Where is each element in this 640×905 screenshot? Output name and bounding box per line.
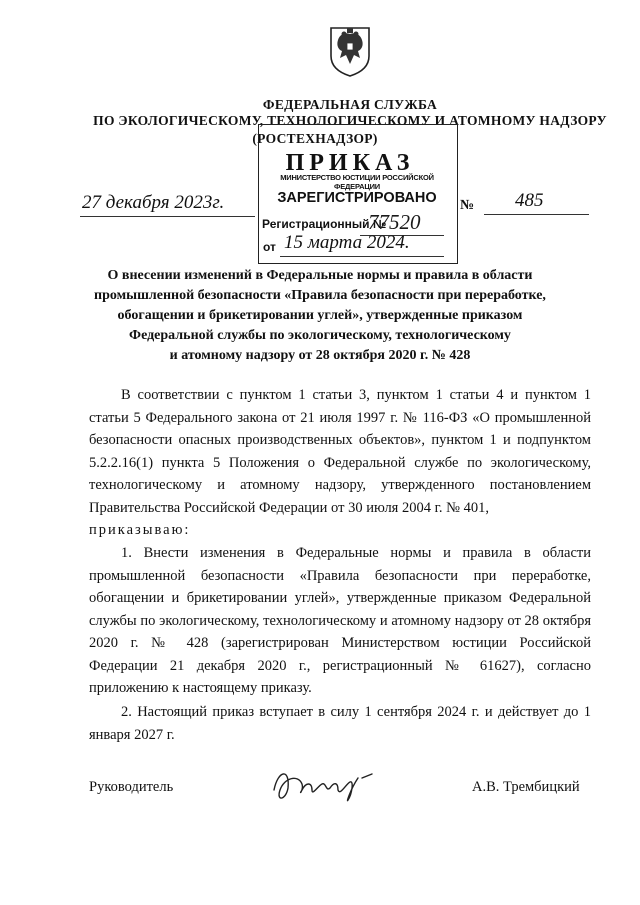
title-line: обогащении и брикетировании углей», утвержденные приказом	[117, 308, 523, 323]
agency-short-name: (РОСТЕХНАДЗОР)	[252, 131, 378, 146]
document-type: ПРИКАЗ	[285, 150, 415, 176]
item-2-text: 2. Настоящий приказ вступает в силу 1 сентября 2024 г. и действует до 1 января 2027 г.	[89, 704, 591, 743]
document-title	[60, 266, 580, 366]
preamble-paragraph	[89, 384, 591, 542]
agency-name-line1: ФЕДЕРАЛЬНАЯ СЛУЖБА	[262, 97, 438, 112]
item-1-paragraph	[89, 542, 591, 700]
agency-name-line2: ПО ЭКОЛОГИЧЕСКОМУ, ТЕХНОЛОГИЧЕСКОМУ И АТОМНОМУ НАДЗОРУ	[93, 113, 607, 128]
order-date-underline	[80, 216, 255, 217]
handwritten-signature	[268, 760, 378, 810]
stamp-ministry: МИНИСТЕРСТВО ЮСТИЦИИ РОССИЙСКОЙ ФЕДЕРАЦИИ	[280, 173, 434, 191]
stamp-reg-number: 77520	[368, 210, 421, 234]
signatory-role: Руководитель	[89, 779, 174, 795]
order-number: 485	[515, 190, 544, 211]
order-word: приказываю:	[89, 522, 191, 538]
stamp-reg-date: 15 марта 2024.	[284, 232, 410, 253]
item-2-paragraph	[89, 701, 591, 746]
signatory-name: А.В. Трембицкий	[472, 779, 580, 795]
stamp-registered: ЗАРЕГИСТРИРОВАНО	[277, 190, 437, 206]
order-number-sign: №	[460, 198, 475, 213]
title-line: Федеральной службы по экологическому, технологическому	[129, 328, 511, 343]
order-date: 27 декабря 2023г.	[82, 192, 225, 213]
title-line: и атомному надзору от 28 октября 2020 г. № 428	[169, 348, 471, 363]
reg-date-underline	[280, 256, 444, 257]
preamble-text: В соответствии с пунктом 1 статьи 3, пунктом 1 статьи 4 и пунктом 1 статьи 5 Федерального закона от 21 июля 1997 г. № 116-ФЗ «О промышленной безопасности опасных производственных объектов», пунктом 1 и подпунктом 5.2.2.16(1) пункта 5 Положения о Федеральной службе по экологическому, технологическому и атомному надзору, утвержденного постановлением Правительства Российской Федерации от 30 июля 2004 г. № 401,	[89, 387, 591, 516]
item-1-text: 1. Внести изменения в Федеральные нормы и правила в области промышленной безопасности «Правила безопасности при переработке, обогащении и брикетировании углей», утвержденные приказом Федеральной службы по экологическому, технологическому и атомному надзору от 28 октября 2020 г. № 428 (зарегистрирован Министерством юстиции Российской Федерации 21 декабря 2020 г., регистрационный № 61627), согласно приложению к настоящему приказу.	[89, 545, 591, 696]
stamp-ot-label: от	[263, 240, 276, 254]
title-line: О внесении изменений в Федеральные нормы и правила в области	[107, 268, 533, 283]
stamp-reg-label: Регистрационный №	[262, 217, 387, 231]
order-number-underline	[484, 214, 589, 215]
title-line: промышленной безопасности «Правила безопасности при переработке,	[94, 288, 546, 303]
coat-of-arms-emblem	[325, 20, 375, 78]
